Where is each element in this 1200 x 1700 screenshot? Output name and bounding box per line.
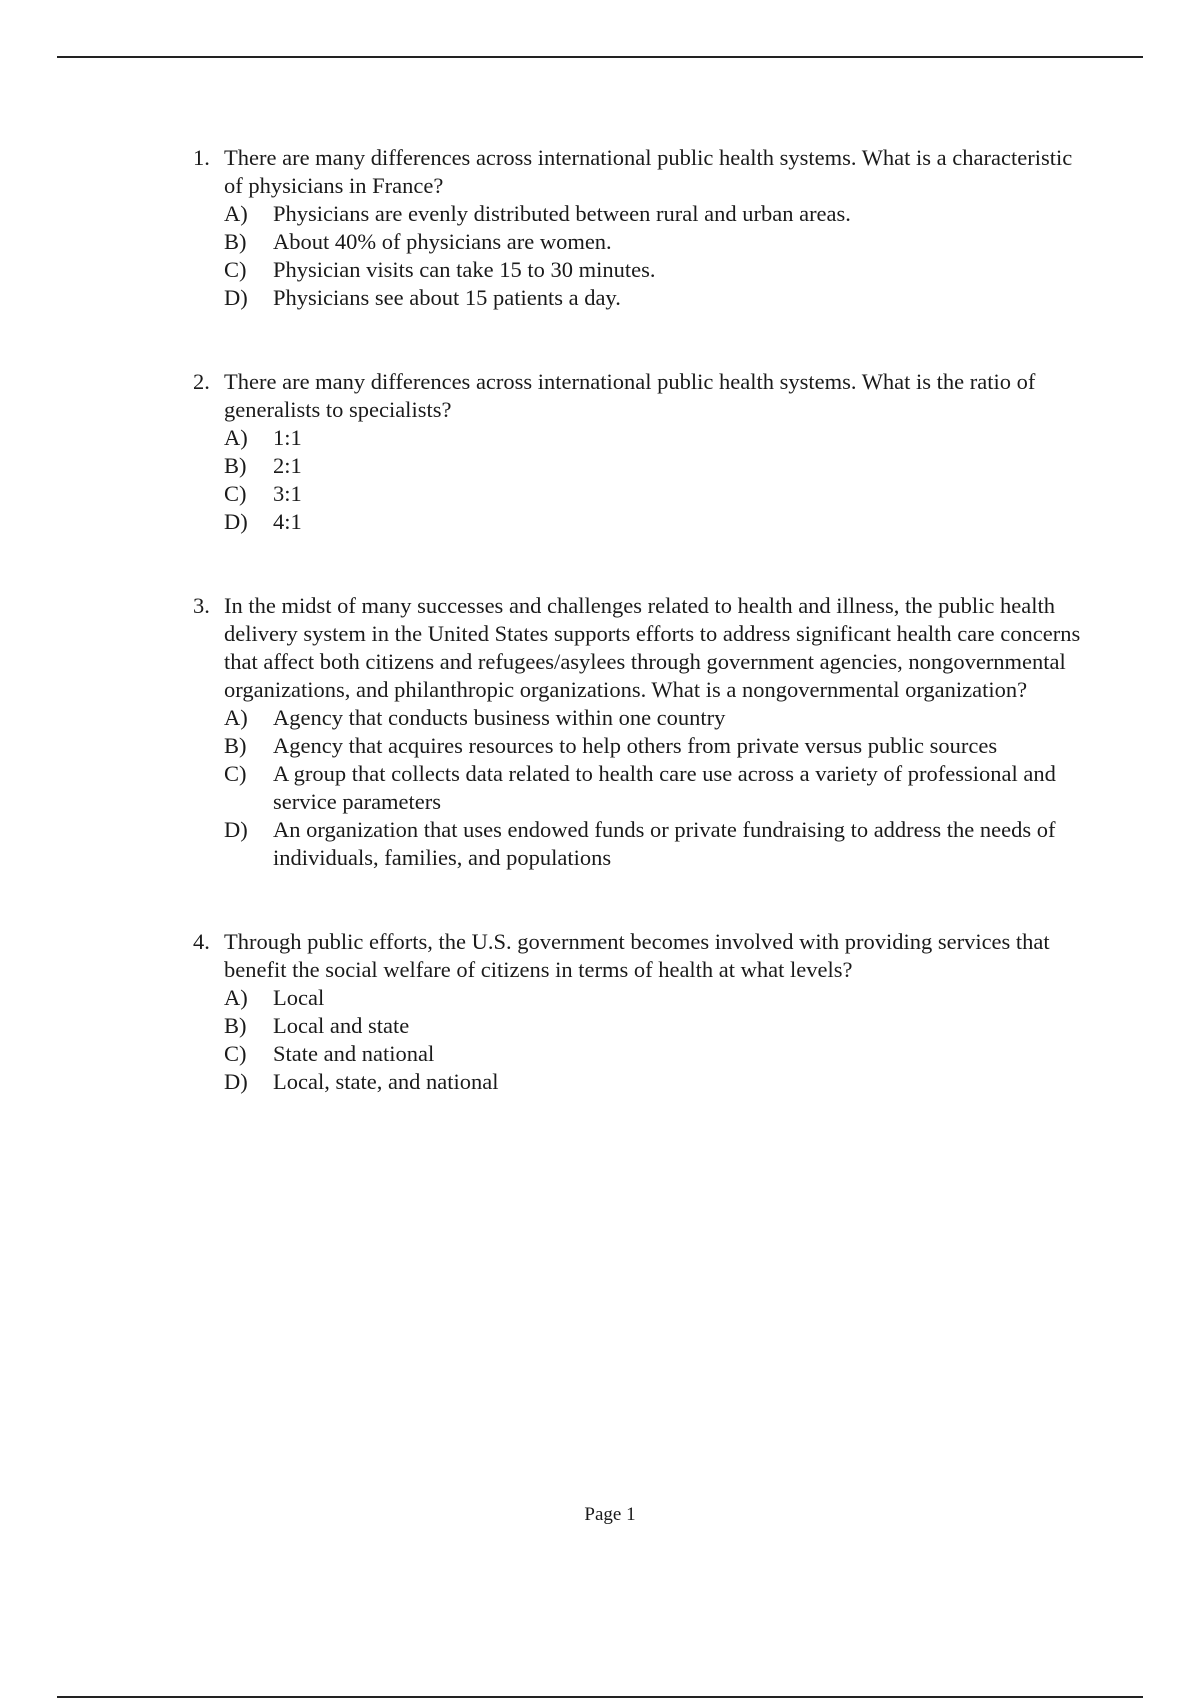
option-list: [224, 200, 1083, 312]
option-text: 4:1: [273, 509, 302, 534]
option-letter: D): [224, 285, 248, 310]
option-b: [224, 1012, 1083, 1040]
option-letter: D): [224, 817, 248, 842]
option-d: [224, 508, 1083, 536]
option-letter: D): [224, 509, 248, 534]
option-text: Physicians are evenly distributed between rural and urban areas.: [273, 201, 851, 226]
option-text: Local and state: [273, 1013, 410, 1038]
option-text: Local, state, and national: [273, 1069, 499, 1094]
option-text: 3:1: [273, 481, 302, 506]
option-letter: C): [224, 481, 247, 506]
option-c: [224, 480, 1083, 508]
option-letter: A): [224, 425, 248, 450]
option-d: [224, 1068, 1083, 1096]
option-d: [224, 816, 1083, 872]
option-b: [224, 732, 1083, 760]
option-c: [224, 760, 1083, 816]
question-number: 3.: [193, 593, 210, 618]
question-text: In the midst of many successes and challenges related to health and illness, the public health delivery system in the United States supports efforts to address significant health care concerns that affect both citizens and refugees/asylees through government agencies, nongovernmental organizations, and philanthropic organizations. What is a nongovernmental organization?: [224, 593, 1081, 702]
question-list: [193, 144, 1083, 1096]
question-1: [193, 144, 1083, 312]
option-a: [224, 704, 1083, 732]
option-letter: A): [224, 201, 248, 226]
option-letter: B): [224, 733, 247, 758]
option-list: [224, 424, 1083, 536]
option-list: [224, 984, 1083, 1096]
option-c: [224, 1040, 1083, 1068]
header-rule: [57, 56, 1143, 58]
question-3: [193, 592, 1083, 872]
option-a: [224, 200, 1083, 228]
option-letter: B): [224, 229, 247, 254]
option-b: [224, 228, 1083, 256]
question-number: 1.: [193, 145, 210, 170]
option-letter: C): [224, 257, 247, 282]
question-text: There are many differences across international public health systems. What is a characteristic of physicians in France?: [224, 145, 1073, 198]
option-text: Physician visits can take 15 to 30 minutes.: [273, 257, 656, 282]
question-number: 2.: [193, 369, 210, 394]
question-text: Through public efforts, the U.S. government becomes involved with providing services that benefit the social welfare of citizens in terms of health at what levels?: [224, 929, 1050, 982]
option-letter: D): [224, 1069, 248, 1094]
option-text: About 40% of physicians are women.: [273, 229, 612, 254]
question-4: [193, 928, 1083, 1096]
option-letter: B): [224, 453, 247, 478]
option-letter: C): [224, 1041, 247, 1066]
question-text: There are many differences across international public health systems. What is the ratio of generalists to specialists?: [224, 369, 1036, 422]
question-2: [193, 368, 1083, 536]
option-text: Physicians see about 15 patients a day.: [273, 285, 621, 310]
option-letter: A): [224, 985, 248, 1010]
option-letter: B): [224, 1013, 247, 1038]
option-a: [224, 984, 1083, 1012]
option-text: An organization that uses endowed funds or private fundraising to address the needs of individuals, families, and populations: [273, 817, 1056, 870]
option-letter: A): [224, 705, 248, 730]
option-text: A group that collects data related to health care use across a variety of professional and service parameters: [273, 761, 1056, 814]
footer-rule: [57, 1696, 1143, 1698]
option-text: 1:1: [273, 425, 302, 450]
option-b: [224, 452, 1083, 480]
option-text: State and national: [273, 1041, 435, 1066]
option-a: [224, 424, 1083, 452]
option-list: [224, 704, 1083, 872]
option-d: [224, 284, 1083, 312]
question-number: 4.: [193, 929, 210, 954]
option-c: [224, 256, 1083, 284]
page-number: Page 1: [584, 1504, 636, 1525]
option-text: Local: [273, 985, 325, 1010]
option-text: 2:1: [273, 453, 302, 478]
option-text: Agency that acquires resources to help others from private versus public sources: [273, 733, 998, 758]
option-text: Agency that conducts business within one country: [273, 705, 726, 730]
option-letter: C): [224, 761, 247, 786]
